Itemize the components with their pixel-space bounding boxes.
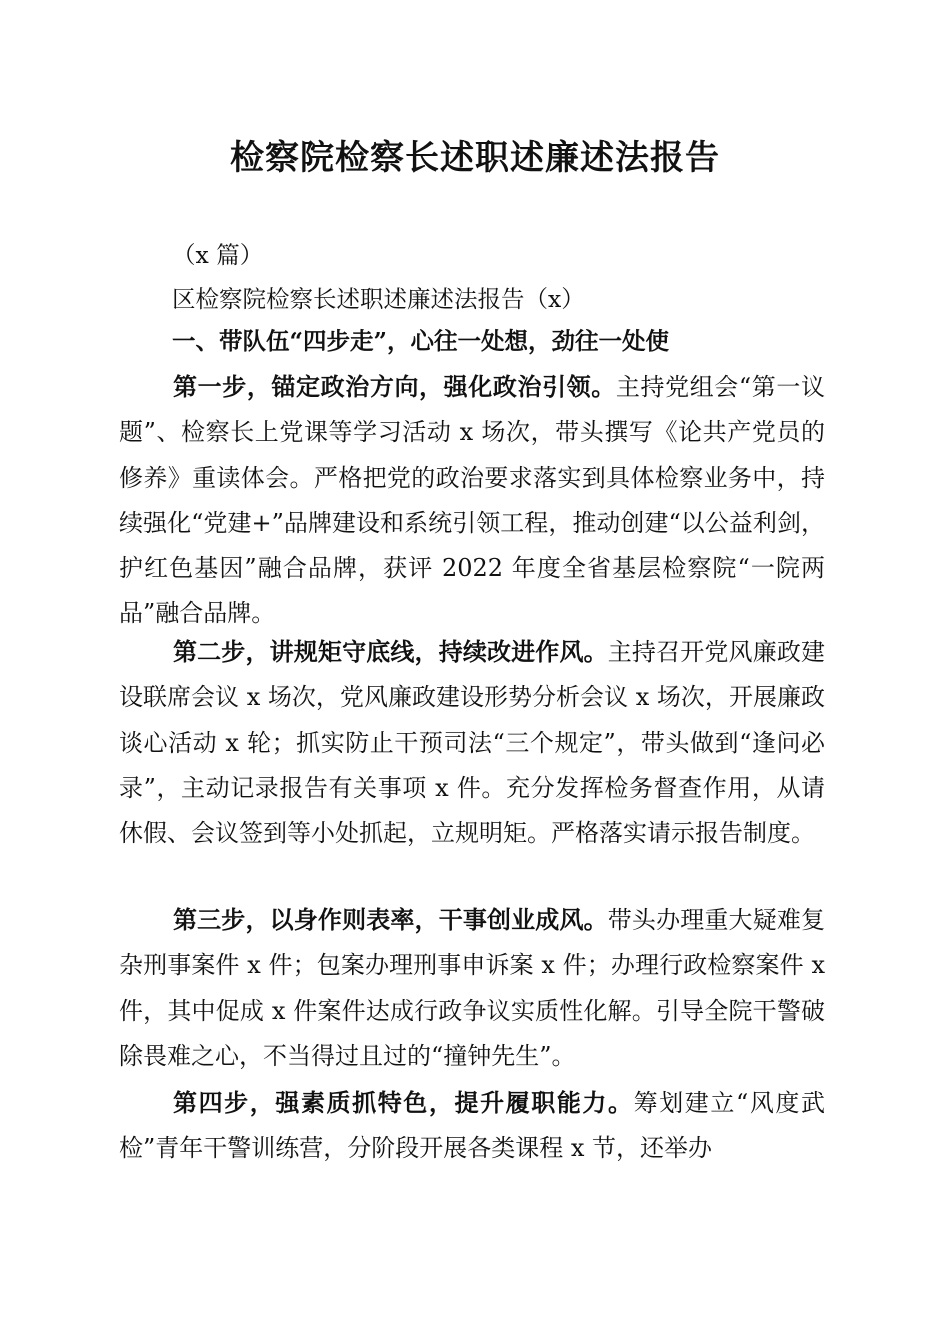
paragraph-text: 主持召开党风廉政建设联席会议 x 场次，党风廉政建设形势分析会议 x 场次，开展廉政谈心活动 x 轮；抓实防止干预司法“三个规定”，带头做到“逢问必录”，主动记录报告有关事项 x 件。充分发挥检务督查作用，从请休假、会议签到等小处抓起，立规明矩。严格落实请示报告制度。 — [119, 638, 826, 848]
report-subtitle: 区检察院检察长述职述廉述法报告（x） — [172, 285, 585, 313]
document-title: 检察院检察长述职述廉述法报告 — [230, 138, 720, 178]
paragraph-step-2 — [119, 629, 825, 856]
paragraph-text: 筹划建立“风度武检”青年干警训练营，分阶段开展各类课程 x 节，还举办 — [119, 1089, 825, 1163]
paragraph-lead: 第三步，以身作则表率，干事创业成风。 — [173, 905, 608, 934]
section-heading: 一、带队伍“四步走”，心往一处想，劲往一处使 — [172, 327, 670, 355]
paragraph-text: 主持党组会“第一议题”、检察长上党课等学习活动 x 场次，带头撰写《论共产党员的修养》重读体会。严格把党的政治要求落实到具体检察业务中，持续强化“党建+”品牌建设和系统引领工程，推动创建“以公益利剑，护红色基因”融合品牌，获评 2022 年度全省基层检察院“一院两品”融合品牌。 — [119, 373, 825, 628]
paragraph-step-3 — [119, 897, 825, 1079]
paragraph-lead: 第一步，锚定政治方向，强化政治引领。 — [173, 372, 616, 401]
count-note: （x 篇） — [172, 241, 264, 269]
paragraph-step-4 — [119, 1080, 825, 1172]
paragraph-lead: 第二步，讲规矩守底线，持续改进作风。 — [173, 637, 608, 666]
paragraph-step-1 — [119, 364, 825, 637]
paragraph-lead: 第四步，强素质抓特色，提升履职能力。 — [173, 1088, 634, 1117]
paragraph-text: 带头办理重大疑难复杂刑事案件 x 件；包案办理刑事申诉案 x 件；办理行政检察案件 x 件，其中促成 x 件案件达成行政争议实质性化解。引导全院干警破除畏难之心，不当得过且过的“撞钟先生”。 — [119, 906, 826, 1070]
